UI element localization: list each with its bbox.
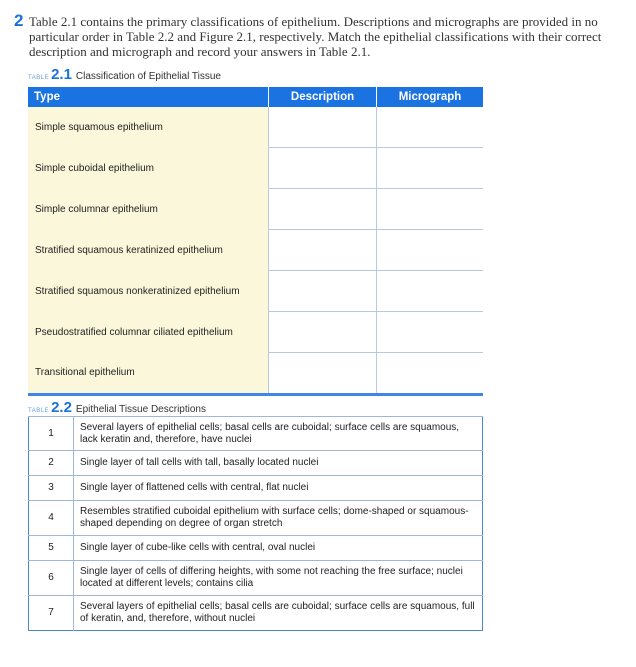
description-answer-cell[interactable] — [269, 230, 377, 271]
table-row — [29, 501, 483, 536]
row-number: 5 — [29, 536, 74, 561]
table1-label: TABLE — [28, 75, 50, 81]
table2-number: 2.2 — [51, 399, 72, 416]
question — [14, 11, 624, 59]
row-description: Single layer of cube-like cells with central, oval nuclei — [74, 536, 483, 561]
row-description: Single layer of cells of differing heights, with some not reaching the free surface; nuclei located at different levels; contains cilia — [74, 561, 483, 596]
descriptions-table-body — [29, 417, 483, 631]
type-cell: Transitional epithelium — [28, 353, 269, 395]
classification-table — [28, 87, 483, 396]
table-row — [29, 417, 483, 451]
table-row — [28, 230, 483, 271]
row-number: 3 — [29, 476, 74, 501]
question-text: Table 2.1 contains the primary classifications of epithelium. Descriptions and micrographs are provided in no particular order in Table 2.2 and Figure 2.1, respectively. Match the epithelial classifications with their correct description and micrograph and record your answers in Table 2.1. — [29, 14, 602, 59]
row-description: Single layer of flattened cells with central, flat nuclei — [74, 476, 483, 501]
table2-label: TABLE — [28, 408, 50, 414]
description-answer-cell[interactable] — [269, 189, 377, 230]
micrograph-answer-cell[interactable] — [377, 312, 483, 353]
table-row — [29, 596, 483, 631]
type-cell: Pseudostratified columnar ciliated epithelium — [28, 312, 269, 353]
table-row — [28, 271, 483, 312]
descriptions-table — [28, 416, 483, 631]
header-micrograph: Micrograph — [377, 87, 483, 107]
table-row — [29, 451, 483, 476]
description-answer-cell[interactable] — [269, 353, 377, 395]
table-row — [29, 476, 483, 501]
type-cell: Stratified squamous keratinized epithelium — [28, 230, 269, 271]
question-number: 2 — [14, 11, 24, 30]
header-type: Type — [28, 87, 269, 107]
micrograph-answer-cell[interactable] — [377, 353, 483, 395]
table-row — [28, 148, 483, 189]
micrograph-answer-cell[interactable] — [377, 148, 483, 189]
table1-title: Classification of Epithelial Tissue — [75, 71, 221, 82]
row-number: 7 — [29, 596, 74, 631]
row-number: 4 — [29, 501, 74, 536]
table1-number: 2.1 — [51, 66, 72, 83]
type-cell: Stratified squamous nonkeratinized epithelium — [28, 271, 269, 312]
type-cell: Simple cuboidal epithelium — [28, 148, 269, 189]
row-number: 1 — [29, 417, 74, 451]
micrograph-answer-cell[interactable] — [377, 189, 483, 230]
row-description: Several layers of epithelial cells; basal cells are cuboidal; surface cells are squamous, lack keratin and, therefore, have nuclei — [74, 417, 483, 451]
type-cell: Simple squamous epithelium — [28, 107, 269, 148]
row-number: 6 — [29, 561, 74, 596]
classification-table-body — [28, 107, 483, 395]
type-cell: Simple columnar epithelium — [28, 189, 269, 230]
table1-caption — [28, 66, 221, 83]
row-number: 2 — [29, 451, 74, 476]
table-row — [29, 536, 483, 561]
table-row — [28, 107, 483, 148]
description-answer-cell[interactable] — [269, 148, 377, 189]
description-answer-cell[interactable] — [269, 107, 377, 148]
table2-title: Epithelial Tissue Descriptions — [75, 404, 206, 415]
header-description: Description — [269, 87, 377, 107]
table-row — [28, 189, 483, 230]
description-answer-cell[interactable] — [269, 312, 377, 353]
table-row — [28, 312, 483, 353]
micrograph-answer-cell[interactable] — [377, 230, 483, 271]
row-description: Resembles stratified cuboidal epithelium with surface cells; dome-shaped or squamous-shaped depending on degree of organ stretch — [74, 501, 483, 536]
micrograph-answer-cell[interactable] — [377, 107, 483, 148]
row-description: Single layer of tall cells with tall, basally located nuclei — [74, 451, 483, 476]
table-row — [29, 561, 483, 596]
table-row — [28, 353, 483, 395]
micrograph-answer-cell[interactable] — [377, 271, 483, 312]
table2-caption — [28, 399, 206, 416]
row-description: Several layers of epithelial cells; basal cells are cuboidal; surface cells are squamous, full of keratin, and, therefore, without nuclei — [74, 596, 483, 631]
description-answer-cell[interactable] — [269, 271, 377, 312]
